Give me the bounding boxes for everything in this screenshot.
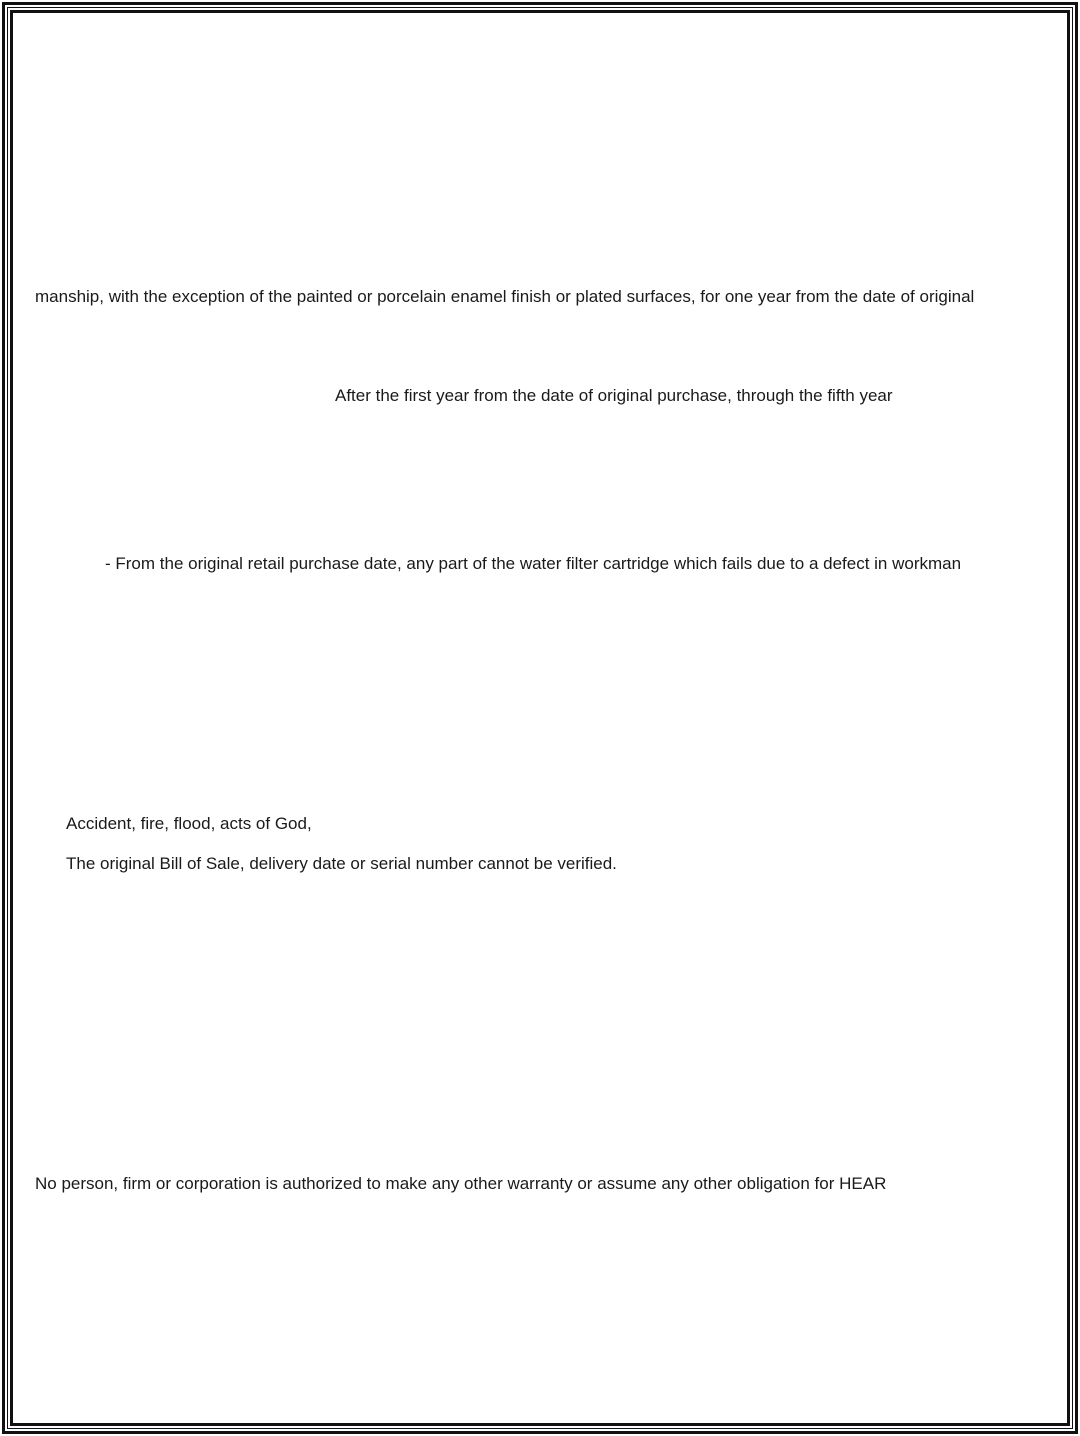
warranty-text-line-water-filter: - From the original retail purchase date, any part of the water filter cartridge which fails due to a defect in workman	[105, 554, 962, 573]
warranty-text-line-no-other-warranty: No person, firm or corporation is authorized to make any other warranty or assume any other obligation for HEAR	[35, 1174, 887, 1193]
warranty-text-line-first-to-fifth-year: After the first year from the date of original purchase, through the fifth year	[335, 386, 893, 405]
page-border-inner	[10, 10, 1070, 1426]
exclusion-item-accident: Accident, fire, flood, acts of God,	[66, 814, 312, 833]
warranty-text-line-workmanship: manship, with the exception of the painted or porcelain enamel finish or plated surfaces, for one year from the date of original	[35, 287, 975, 306]
exclusion-item-bill-of-sale: The original Bill of Sale, delivery date or serial number cannot be verified.	[66, 854, 617, 873]
